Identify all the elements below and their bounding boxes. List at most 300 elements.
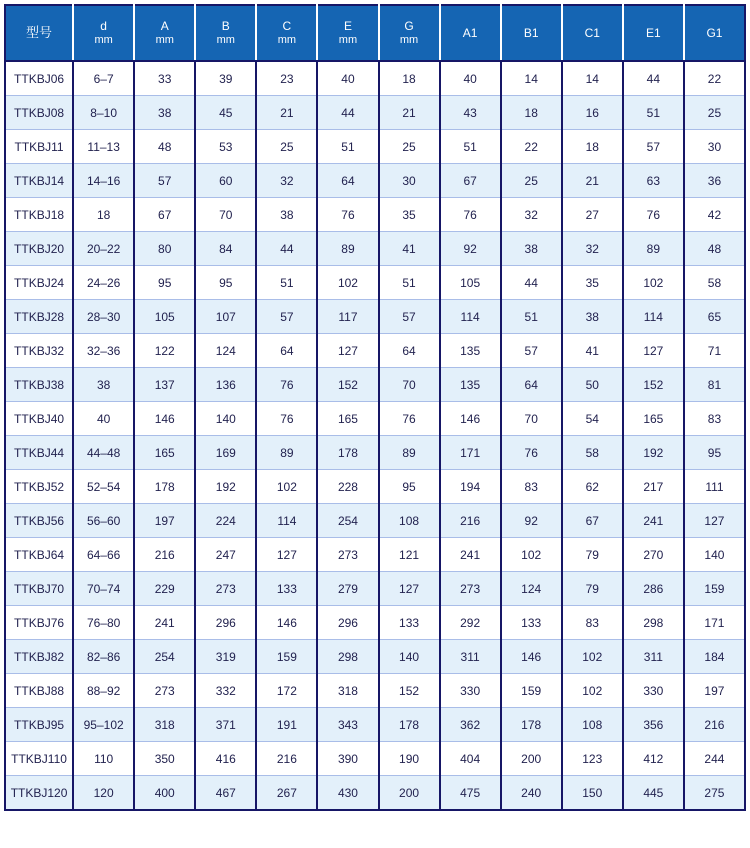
- value-cell: 70: [379, 368, 440, 402]
- value-cell: 32: [256, 164, 317, 198]
- column-unit: mm: [94, 33, 113, 46]
- value-cell: 64: [379, 334, 440, 368]
- value-cell: 127: [256, 538, 317, 572]
- value-cell: 60: [195, 164, 256, 198]
- value-cell: 247: [195, 538, 256, 572]
- value-cell: 191: [256, 708, 317, 742]
- value-cell: 197: [134, 504, 195, 538]
- value-cell: 70: [195, 198, 256, 232]
- value-cell: 23: [256, 61, 317, 96]
- value-cell: 18: [501, 96, 562, 130]
- value-cell: 286: [623, 572, 684, 606]
- model-cell: TTKBJ06: [5, 61, 73, 96]
- table-row: [5, 538, 745, 572]
- value-cell: 102: [623, 266, 684, 300]
- value-cell: 123: [562, 742, 623, 776]
- value-cell: 241: [440, 538, 501, 572]
- value-cell: 133: [379, 606, 440, 640]
- column-header-A1: [440, 5, 501, 61]
- model-cell: TTKBJ64: [5, 538, 73, 572]
- value-cell: 216: [256, 742, 317, 776]
- model-cell: TTKBJ120: [5, 776, 73, 811]
- model-cell: TTKBJ76: [5, 606, 73, 640]
- table-row: [5, 198, 745, 232]
- value-cell: 83: [501, 470, 562, 504]
- value-cell: 159: [501, 674, 562, 708]
- value-cell: 84: [195, 232, 256, 266]
- value-cell: 445: [623, 776, 684, 811]
- value-cell: 127: [623, 334, 684, 368]
- column-label: A: [160, 18, 169, 33]
- value-cell: 51: [440, 130, 501, 164]
- value-cell: 38: [73, 368, 134, 402]
- value-cell: 83: [562, 606, 623, 640]
- value-cell: 67: [134, 198, 195, 232]
- value-cell: 133: [256, 572, 317, 606]
- value-cell: 133: [501, 606, 562, 640]
- value-cell: 416: [195, 742, 256, 776]
- value-cell: 39: [195, 61, 256, 96]
- value-cell: 111: [684, 470, 745, 504]
- table-row: [5, 61, 745, 96]
- value-cell: 89: [256, 436, 317, 470]
- value-cell: 44: [501, 266, 562, 300]
- value-cell: 14: [562, 61, 623, 96]
- value-cell: 83: [684, 402, 745, 436]
- model-cell: TTKBJ88: [5, 674, 73, 708]
- column-label: d: [100, 18, 107, 33]
- value-cell: 273: [134, 674, 195, 708]
- value-cell: 35: [562, 266, 623, 300]
- value-cell: 108: [379, 504, 440, 538]
- value-cell: 14: [501, 61, 562, 96]
- value-cell: 229: [134, 572, 195, 606]
- value-cell: 40: [440, 61, 501, 96]
- value-cell: 400: [134, 776, 195, 811]
- value-cell: 57: [623, 130, 684, 164]
- value-cell: 18: [73, 198, 134, 232]
- spec-table-header: [5, 5, 745, 61]
- value-cell: 292: [440, 606, 501, 640]
- value-cell: 18: [379, 61, 440, 96]
- value-cell: 76: [256, 402, 317, 436]
- value-cell: 76: [501, 436, 562, 470]
- value-cell: 296: [317, 606, 378, 640]
- table-row: [5, 130, 745, 164]
- value-cell: 146: [256, 606, 317, 640]
- value-cell: 135: [440, 334, 501, 368]
- value-cell: 107: [195, 300, 256, 334]
- value-cell: 135: [440, 368, 501, 402]
- value-cell: 110: [73, 742, 134, 776]
- value-cell: 38: [134, 96, 195, 130]
- model-cell: TTKBJ95: [5, 708, 73, 742]
- value-cell: 200: [379, 776, 440, 811]
- value-cell: 33: [134, 61, 195, 96]
- value-cell: 89: [379, 436, 440, 470]
- value-cell: 48: [684, 232, 745, 266]
- value-cell: 70: [501, 402, 562, 436]
- table-row: [5, 640, 745, 674]
- value-cell: 57: [256, 300, 317, 334]
- value-cell: 76: [317, 198, 378, 232]
- value-cell: 35: [379, 198, 440, 232]
- column-unit: mm: [277, 33, 297, 46]
- table-row: [5, 674, 745, 708]
- value-cell: 22: [684, 61, 745, 96]
- value-cell: 92: [440, 232, 501, 266]
- column-header-B: [195, 5, 256, 61]
- value-cell: 319: [195, 640, 256, 674]
- value-cell: 267: [256, 776, 317, 811]
- column-header-A: [134, 5, 195, 61]
- value-cell: 165: [134, 436, 195, 470]
- value-cell: 343: [317, 708, 378, 742]
- model-cell: TTKBJ18: [5, 198, 73, 232]
- value-cell: 254: [134, 640, 195, 674]
- table-row: [5, 606, 745, 640]
- value-cell: 171: [440, 436, 501, 470]
- value-cell: 30: [684, 130, 745, 164]
- model-cell: TTKBJ20: [5, 232, 73, 266]
- model-cell: TTKBJ82: [5, 640, 73, 674]
- value-cell: 217: [623, 470, 684, 504]
- value-cell: 120: [73, 776, 134, 811]
- value-cell: 241: [623, 504, 684, 538]
- value-cell: 152: [317, 368, 378, 402]
- value-cell: 21: [256, 96, 317, 130]
- value-cell: 64: [317, 164, 378, 198]
- value-cell: 40: [73, 402, 134, 436]
- value-cell: 28–30: [73, 300, 134, 334]
- value-cell: 25: [379, 130, 440, 164]
- value-cell: 58: [684, 266, 745, 300]
- column-unit: mm: [155, 33, 174, 46]
- value-cell: 43: [440, 96, 501, 130]
- column-label: C1: [584, 25, 600, 40]
- value-cell: 105: [440, 266, 501, 300]
- column-label: C: [282, 18, 292, 33]
- value-cell: 51: [256, 266, 317, 300]
- column-header-C1: [562, 5, 623, 61]
- table-row: [5, 504, 745, 538]
- value-cell: 121: [379, 538, 440, 572]
- value-cell: 152: [623, 368, 684, 402]
- value-cell: 62: [562, 470, 623, 504]
- value-cell: 127: [379, 572, 440, 606]
- value-cell: 362: [440, 708, 501, 742]
- value-cell: 192: [623, 436, 684, 470]
- value-cell: 275: [684, 776, 745, 811]
- value-cell: 124: [501, 572, 562, 606]
- table-row: [5, 334, 745, 368]
- value-cell: 27: [562, 198, 623, 232]
- model-cell: TTKBJ24: [5, 266, 73, 300]
- value-cell: 44: [623, 61, 684, 96]
- value-cell: 25: [501, 164, 562, 198]
- value-cell: 65: [684, 300, 745, 334]
- value-cell: 11–13: [73, 130, 134, 164]
- value-cell: 6–7: [73, 61, 134, 96]
- value-cell: 67: [562, 504, 623, 538]
- value-cell: 32: [501, 198, 562, 232]
- value-cell: 279: [317, 572, 378, 606]
- value-cell: 224: [195, 504, 256, 538]
- value-cell: 21: [562, 164, 623, 198]
- value-cell: 137: [134, 368, 195, 402]
- table-row: [5, 742, 745, 776]
- value-cell: 241: [134, 606, 195, 640]
- column-unit: mm: [399, 33, 419, 46]
- table-row: [5, 776, 745, 811]
- spec-table-body: [5, 61, 745, 810]
- value-cell: 273: [317, 538, 378, 572]
- value-cell: 79: [562, 572, 623, 606]
- column-header-G: [379, 5, 440, 61]
- value-cell: 88–92: [73, 674, 134, 708]
- value-cell: 44: [317, 96, 378, 130]
- value-cell: 244: [684, 742, 745, 776]
- value-cell: 273: [195, 572, 256, 606]
- value-cell: 92: [501, 504, 562, 538]
- model-cell: TTKBJ28: [5, 300, 73, 334]
- value-cell: 102: [256, 470, 317, 504]
- value-cell: 216: [134, 538, 195, 572]
- value-cell: 44–48: [73, 436, 134, 470]
- value-cell: 240: [501, 776, 562, 811]
- model-cell: TTKBJ56: [5, 504, 73, 538]
- value-cell: 48: [134, 130, 195, 164]
- table-row: [5, 436, 745, 470]
- value-cell: 89: [623, 232, 684, 266]
- value-cell: 159: [684, 572, 745, 606]
- value-cell: 152: [379, 674, 440, 708]
- value-cell: 95–102: [73, 708, 134, 742]
- value-cell: 20–22: [73, 232, 134, 266]
- value-cell: 140: [195, 402, 256, 436]
- column-header-E: [317, 5, 378, 61]
- value-cell: 178: [134, 470, 195, 504]
- value-cell: 89: [317, 232, 378, 266]
- value-cell: 51: [623, 96, 684, 130]
- value-cell: 105: [134, 300, 195, 334]
- model-cell: TTKBJ14: [5, 164, 73, 198]
- value-cell: 64: [256, 334, 317, 368]
- value-cell: 50: [562, 368, 623, 402]
- value-cell: 51: [379, 266, 440, 300]
- value-cell: 81: [684, 368, 745, 402]
- table-row: [5, 232, 745, 266]
- value-cell: 216: [440, 504, 501, 538]
- value-cell: 70–74: [73, 572, 134, 606]
- value-cell: 298: [623, 606, 684, 640]
- value-cell: 57: [134, 164, 195, 198]
- value-cell: 45: [195, 96, 256, 130]
- column-label: A1: [462, 25, 478, 40]
- value-cell: 165: [317, 402, 378, 436]
- model-cell: TTKBJ08: [5, 96, 73, 130]
- value-cell: 178: [379, 708, 440, 742]
- value-cell: 95: [379, 470, 440, 504]
- value-cell: 356: [623, 708, 684, 742]
- table-row: [5, 164, 745, 198]
- value-cell: 32–36: [73, 334, 134, 368]
- value-cell: 127: [684, 504, 745, 538]
- value-cell: 430: [317, 776, 378, 811]
- value-cell: 350: [134, 742, 195, 776]
- value-cell: 172: [256, 674, 317, 708]
- value-cell: 38: [256, 198, 317, 232]
- column-header-G1: [684, 5, 745, 61]
- value-cell: 18: [562, 130, 623, 164]
- table-row: [5, 266, 745, 300]
- value-cell: 76: [623, 198, 684, 232]
- value-cell: 57: [501, 334, 562, 368]
- value-cell: 30: [379, 164, 440, 198]
- column-label: 型号: [26, 24, 53, 40]
- model-cell: TTKBJ40: [5, 402, 73, 436]
- value-cell: 25: [256, 130, 317, 164]
- value-cell: 79: [562, 538, 623, 572]
- value-cell: 8–10: [73, 96, 134, 130]
- value-cell: 38: [501, 232, 562, 266]
- value-cell: 114: [440, 300, 501, 334]
- table-row: [5, 402, 745, 436]
- model-cell: TTKBJ44: [5, 436, 73, 470]
- column-label: B: [221, 18, 230, 33]
- value-cell: 270: [623, 538, 684, 572]
- value-cell: 216: [684, 708, 745, 742]
- value-cell: 95: [684, 436, 745, 470]
- value-cell: 273: [440, 572, 501, 606]
- value-cell: 140: [379, 640, 440, 674]
- value-cell: 80: [134, 232, 195, 266]
- value-cell: 194: [440, 470, 501, 504]
- value-cell: 14–16: [73, 164, 134, 198]
- value-cell: 51: [501, 300, 562, 334]
- value-cell: 64: [501, 368, 562, 402]
- model-cell: TTKBJ70: [5, 572, 73, 606]
- value-cell: 371: [195, 708, 256, 742]
- value-cell: 95: [195, 266, 256, 300]
- column-header-d: [73, 5, 134, 61]
- table-row: [5, 96, 745, 130]
- value-cell: 82–86: [73, 640, 134, 674]
- value-cell: 146: [501, 640, 562, 674]
- value-cell: 32: [562, 232, 623, 266]
- value-cell: 57: [379, 300, 440, 334]
- value-cell: 54: [562, 402, 623, 436]
- value-cell: 228: [317, 470, 378, 504]
- value-cell: 150: [562, 776, 623, 811]
- value-cell: 41: [562, 334, 623, 368]
- value-cell: 64–66: [73, 538, 134, 572]
- value-cell: 38: [562, 300, 623, 334]
- value-cell: 71: [684, 334, 745, 368]
- value-cell: 296: [195, 606, 256, 640]
- model-cell: TTKBJ38: [5, 368, 73, 402]
- value-cell: 169: [195, 436, 256, 470]
- column-header-B1: [501, 5, 562, 61]
- value-cell: 136: [195, 368, 256, 402]
- value-cell: 108: [562, 708, 623, 742]
- value-cell: 332: [195, 674, 256, 708]
- value-cell: 102: [501, 538, 562, 572]
- value-cell: 122: [134, 334, 195, 368]
- value-cell: 311: [440, 640, 501, 674]
- value-cell: 42: [684, 198, 745, 232]
- value-cell: 41: [379, 232, 440, 266]
- value-cell: 40: [317, 61, 378, 96]
- table-row: [5, 368, 745, 402]
- value-cell: 53: [195, 130, 256, 164]
- value-cell: 298: [317, 640, 378, 674]
- value-cell: 114: [256, 504, 317, 538]
- header-row: [5, 5, 745, 61]
- value-cell: 467: [195, 776, 256, 811]
- value-cell: 178: [501, 708, 562, 742]
- model-cell: TTKBJ110: [5, 742, 73, 776]
- value-cell: 254: [317, 504, 378, 538]
- value-cell: 102: [562, 674, 623, 708]
- value-cell: 390: [317, 742, 378, 776]
- column-unit: mm: [338, 33, 358, 46]
- model-cell: TTKBJ52: [5, 470, 73, 504]
- value-cell: 16: [562, 96, 623, 130]
- value-cell: 330: [623, 674, 684, 708]
- value-cell: 412: [623, 742, 684, 776]
- column-label: E1: [646, 25, 661, 40]
- value-cell: 76–80: [73, 606, 134, 640]
- column-header-model: [5, 5, 73, 61]
- table-row: [5, 572, 745, 606]
- spec-table: [4, 4, 746, 811]
- table-row: [5, 708, 745, 742]
- model-cell: TTKBJ11: [5, 130, 73, 164]
- table-row: [5, 300, 745, 334]
- value-cell: 51: [317, 130, 378, 164]
- column-header-E1: [623, 5, 684, 61]
- value-cell: 197: [684, 674, 745, 708]
- value-cell: 67: [440, 164, 501, 198]
- value-cell: 102: [562, 640, 623, 674]
- value-cell: 475: [440, 776, 501, 811]
- value-cell: 52–54: [73, 470, 134, 504]
- value-cell: 24–26: [73, 266, 134, 300]
- value-cell: 102: [317, 266, 378, 300]
- column-label: E: [343, 18, 352, 33]
- value-cell: 146: [134, 402, 195, 436]
- value-cell: 318: [317, 674, 378, 708]
- value-cell: 159: [256, 640, 317, 674]
- value-cell: 200: [501, 742, 562, 776]
- value-cell: 21: [379, 96, 440, 130]
- value-cell: 76: [379, 402, 440, 436]
- value-cell: 165: [623, 402, 684, 436]
- value-cell: 56–60: [73, 504, 134, 538]
- value-cell: 95: [134, 266, 195, 300]
- value-cell: 58: [562, 436, 623, 470]
- value-cell: 311: [623, 640, 684, 674]
- value-cell: 184: [684, 640, 745, 674]
- value-cell: 76: [440, 198, 501, 232]
- value-cell: 192: [195, 470, 256, 504]
- value-cell: 171: [684, 606, 745, 640]
- column-label: G1: [706, 25, 723, 40]
- model-cell: TTKBJ32: [5, 334, 73, 368]
- value-cell: 36: [684, 164, 745, 198]
- value-cell: 76: [256, 368, 317, 402]
